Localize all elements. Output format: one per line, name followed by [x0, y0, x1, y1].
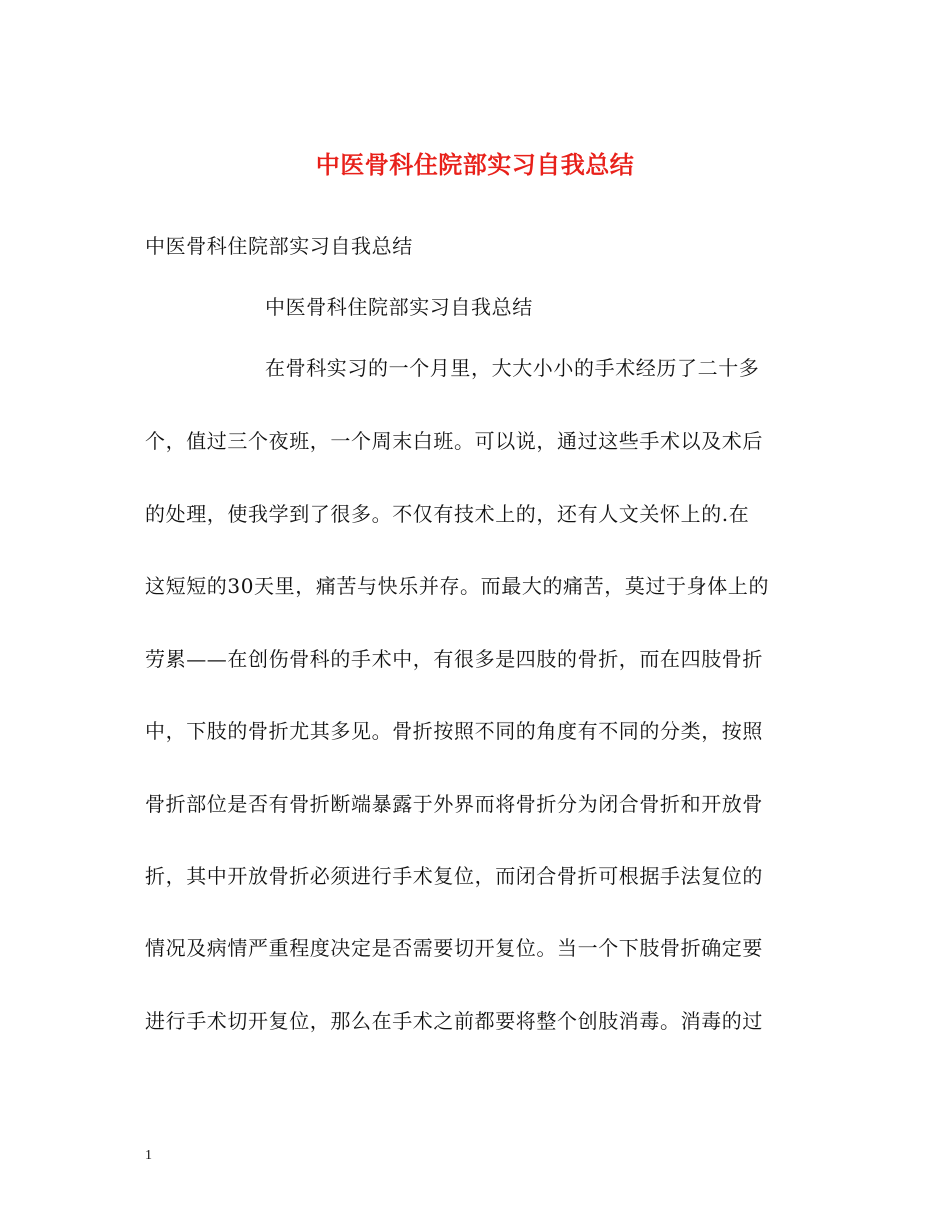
body-line: 中，下肢的骨折尤其多见。骨折按照不同的角度有不同的分类，按照	[145, 719, 763, 743]
body-line: 情况及病情严重程度决定是否需要切开复位。当一个下肢骨折确定要	[145, 936, 763, 960]
body-line: 的处理，使我学到了很多。不仅有技术上的，还有人文关怀上的.在	[145, 502, 750, 526]
document-title: 中医骨科住院部实习自我总结	[315, 150, 635, 179]
body-line: 骨折部位是否有骨折断端暴露于外界而将骨折分为闭合骨折和开放骨	[145, 792, 763, 816]
body-line: 在骨科实习的一个月里，大大小小的手术经历了二十多	[265, 356, 760, 380]
body-line: 个，值过三个夜班，一个周末白班。可以说，通过这些手术以及术后	[145, 429, 763, 453]
document-subheading: 中医骨科住院部实习自我总结	[265, 295, 533, 319]
body-line: 折，其中开放骨折必须进行手术复位，而闭合骨折可根据手法复位的	[145, 864, 763, 888]
body-line: 劳累——在创伤骨科的手术中，有很多是四肢的骨折，而在四肢骨折	[145, 647, 763, 671]
body-line: 这短短的30天里，痛苦与快乐并存。而最大的痛苦，莫过于身体上的	[145, 574, 770, 598]
document-heading: 中医骨科住院部实习自我总结	[145, 234, 413, 258]
body-line: 进行手术切开复位，那么在手术之前都要将整个创肢消毒。消毒的过	[145, 1009, 763, 1033]
page-number: 1	[145, 1148, 152, 1163]
